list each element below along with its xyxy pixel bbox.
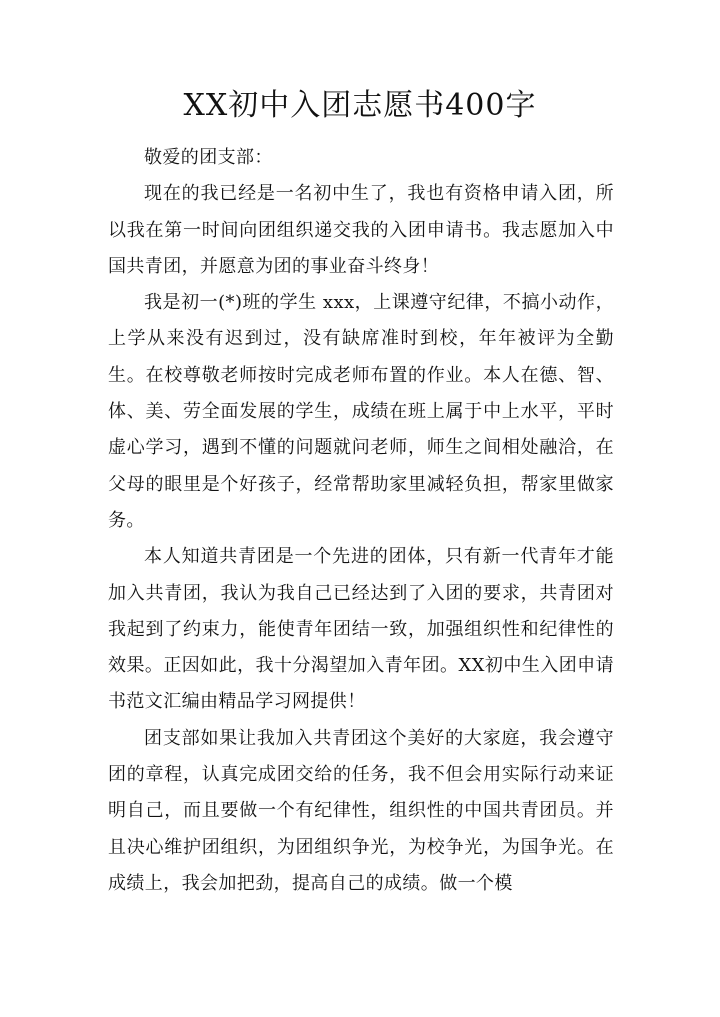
paragraph-3: 本人知道共青团是一个先进的团体，只有新一代青年才能加入共青团，我认为我自己已经达到了入团的要求，共青团对我起到了约束力，能使青年团结一致，加强组织性和纪律性的效果。正因如此，我十分渴望加入青年团。XX初中生入团申请书范文汇编由精品学习网提供！ bbox=[108, 546, 614, 713]
document-title: XX初中入团志愿书400字 bbox=[183, 88, 537, 123]
paragraph-4: 团支部如果让我加入共青团这个美好的大家庭，我会遵守团的章程，认真完成团交给的任务，我不但会用实际行动来证明自己，而且要做一个有纪律性，组织性的中国共青团员。并且决心维护团组织，为团组织争光，为校争光，为国争光。在成绩上，我会加把劲，提高自己的成绩。做一个模 bbox=[108, 727, 614, 894]
paragraph-2: 我是初一(*)班的学生 xxx，上课遵守纪律，不搞小动作，上学从来没有迟到过，没有缺席准时到校，年年被评为全勤生。在校尊敬老师按时完成老师布置的作业。本人在德、智、体、美、劳全面发展的学生，成绩在班上属于中上水平，平时虚心学习，遇到不懂的问题就问老师，师生之间相处融洽，在父母的眼里是个好孩子，经常帮助家里减轻负担，帮家里做家务。 bbox=[108, 292, 614, 531]
paragraph-1: 现在的我已经是一名初中生了，我也有资格申请入团，所以我在第一时间向团组织递交我的入团申请书。我志愿加入中国共青团，并愿意为团的事业奋斗终身！ bbox=[108, 183, 614, 277]
document-body bbox=[108, 140, 614, 902]
paragraph-salutation: 敬爱的团支部： bbox=[144, 147, 273, 168]
